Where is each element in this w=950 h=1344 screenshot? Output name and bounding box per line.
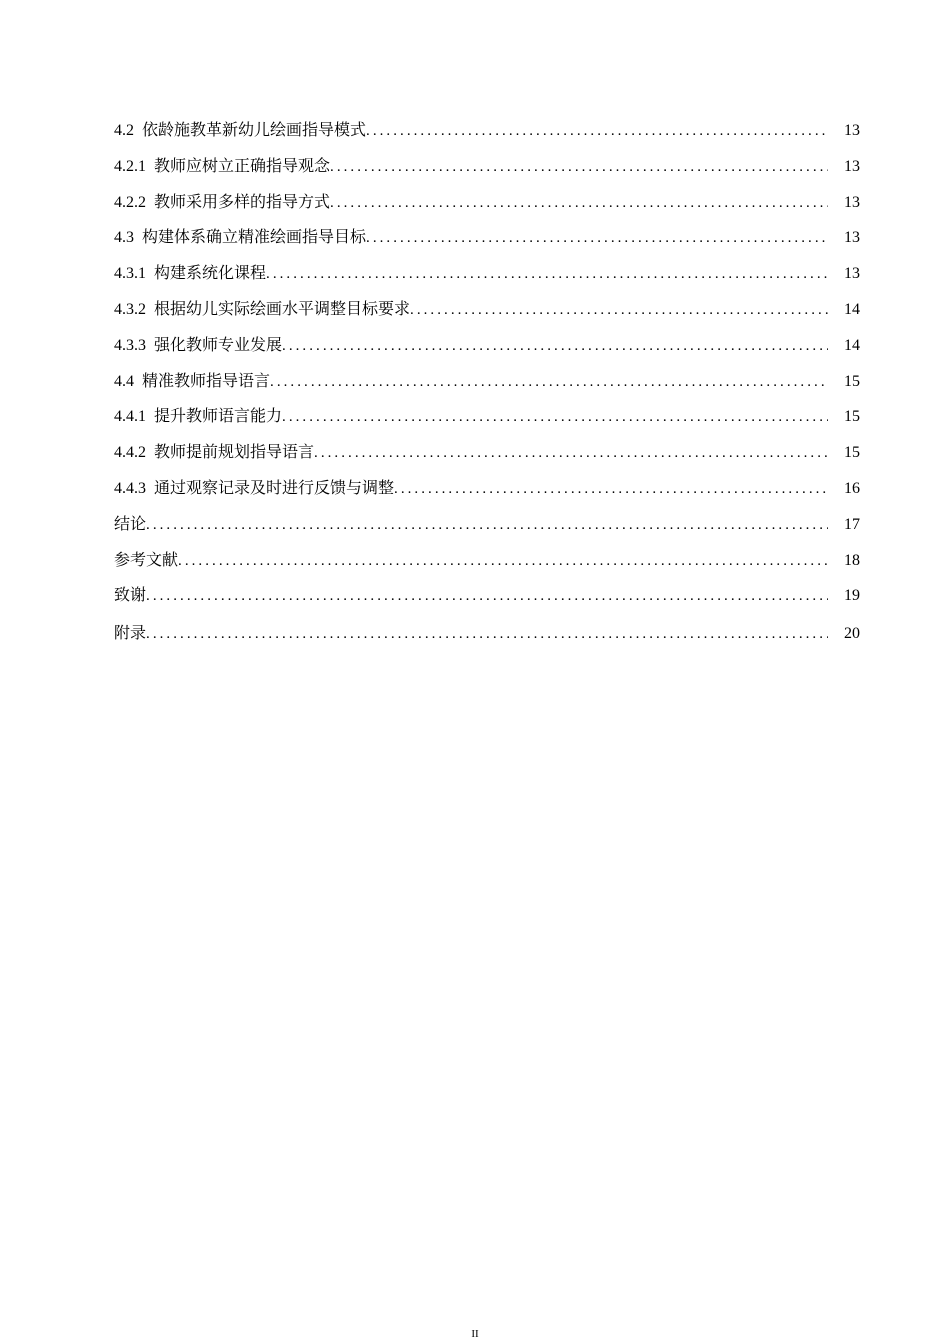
toc-entry[interactable]	[114, 149, 860, 185]
toc-dot-leader	[330, 186, 828, 222]
toc-entry-title: 精准教师指导语言	[142, 372, 271, 390]
toc-dot-leader	[146, 508, 828, 544]
toc-entry-page: 15	[844, 372, 860, 390]
table-of-contents	[114, 113, 860, 652]
toc-entry-number: 4.3.1	[114, 265, 146, 283]
toc-entry-title: 根据幼儿实际绘画水平调整目标要求	[154, 300, 411, 318]
toc-entry[interactable]	[114, 543, 860, 579]
toc-entry-title: 教师采用多样的指导方式	[154, 193, 331, 211]
toc-entry[interactable]	[114, 292, 860, 328]
toc-entry-page: 20	[844, 625, 860, 643]
toc-dot-leader	[270, 365, 828, 401]
toc-entry-page: 14	[844, 336, 860, 354]
toc-entry[interactable]	[114, 185, 860, 221]
toc-entry-page: 13	[844, 229, 860, 247]
toc-entry-title: 结论	[114, 515, 147, 533]
toc-dot-leader	[410, 293, 828, 329]
toc-entry[interactable]	[114, 614, 860, 652]
toc-entry[interactable]	[114, 435, 860, 471]
toc-entry[interactable]	[114, 220, 860, 256]
toc-entry-title: 参考文献	[114, 551, 179, 569]
toc-entry-page: 17	[844, 515, 860, 533]
toc-entry-number: 4.2	[114, 122, 134, 139]
toc-dot-leader	[314, 436, 828, 472]
toc-entry[interactable]	[114, 578, 860, 614]
toc-dot-leader	[394, 472, 828, 508]
toc-entry-title: 致谢	[114, 587, 147, 605]
toc-dot-leader	[330, 150, 828, 186]
toc-entry-page: 18	[844, 551, 860, 569]
toc-entry-number: 4.4.2	[114, 444, 146, 462]
toc-entry[interactable]	[114, 399, 860, 435]
toc-entry[interactable]	[114, 113, 860, 149]
toc-entry-title: 依龄施教革新幼儿绘画指导模式	[142, 122, 367, 139]
toc-entry[interactable]	[114, 471, 860, 507]
toc-entry-title: 通过观察记录及时进行反馈与调整	[154, 479, 395, 497]
toc-dot-leader	[146, 614, 828, 654]
toc-entry-number: 4.4.3	[114, 479, 146, 497]
toc-entry-number: 4.3.3	[114, 336, 146, 354]
toc-entry-page: 15	[844, 408, 860, 426]
toc-entry-number: 4.2.2	[114, 193, 146, 211]
toc-entry[interactable]	[114, 507, 860, 543]
toc-dot-leader	[146, 579, 828, 615]
toc-entry-number: 4.3.2	[114, 300, 146, 318]
toc-dot-leader	[282, 329, 828, 365]
toc-entry-number: 4.2.1	[114, 157, 146, 175]
toc-entry[interactable]	[114, 328, 860, 364]
toc-entry[interactable]	[114, 364, 860, 400]
toc-entry-page: 13	[844, 265, 860, 283]
toc-entry-number: 4.4.1	[114, 408, 146, 426]
toc-entry-page: 13	[844, 193, 860, 211]
toc-entry-page: 19	[844, 587, 860, 605]
toc-entry-title: 构建体系确立精准绘画指导目标	[142, 229, 367, 247]
toc-entry-title: 教师提前规划指导语言	[154, 444, 315, 462]
toc-entry-title: 教师应树立正确指导观念	[154, 157, 331, 175]
page-number-footer: II	[471, 1328, 479, 1340]
toc-entry-page: 13	[844, 122, 860, 139]
toc-dot-leader	[266, 257, 828, 293]
toc-entry-title: 强化教师专业发展	[154, 336, 283, 354]
toc-entry-title: 附录	[114, 625, 147, 643]
toc-entry-page: 14	[844, 300, 860, 318]
toc-entry-number: 4.3	[114, 229, 134, 247]
toc-entry-number: 4.4	[114, 372, 134, 390]
toc-entry-page: 15	[844, 444, 860, 462]
toc-entry-page: 13	[844, 157, 860, 175]
toc-dot-leader	[178, 544, 828, 580]
toc-entry-title: 构建系统化课程	[154, 265, 267, 283]
toc-entry[interactable]	[114, 256, 860, 292]
toc-dot-leader	[366, 114, 828, 150]
toc-dot-leader	[366, 221, 828, 257]
toc-entry-page: 16	[844, 479, 860, 497]
toc-dot-leader	[282, 400, 828, 436]
toc-entry-title: 提升教师语言能力	[154, 408, 283, 426]
